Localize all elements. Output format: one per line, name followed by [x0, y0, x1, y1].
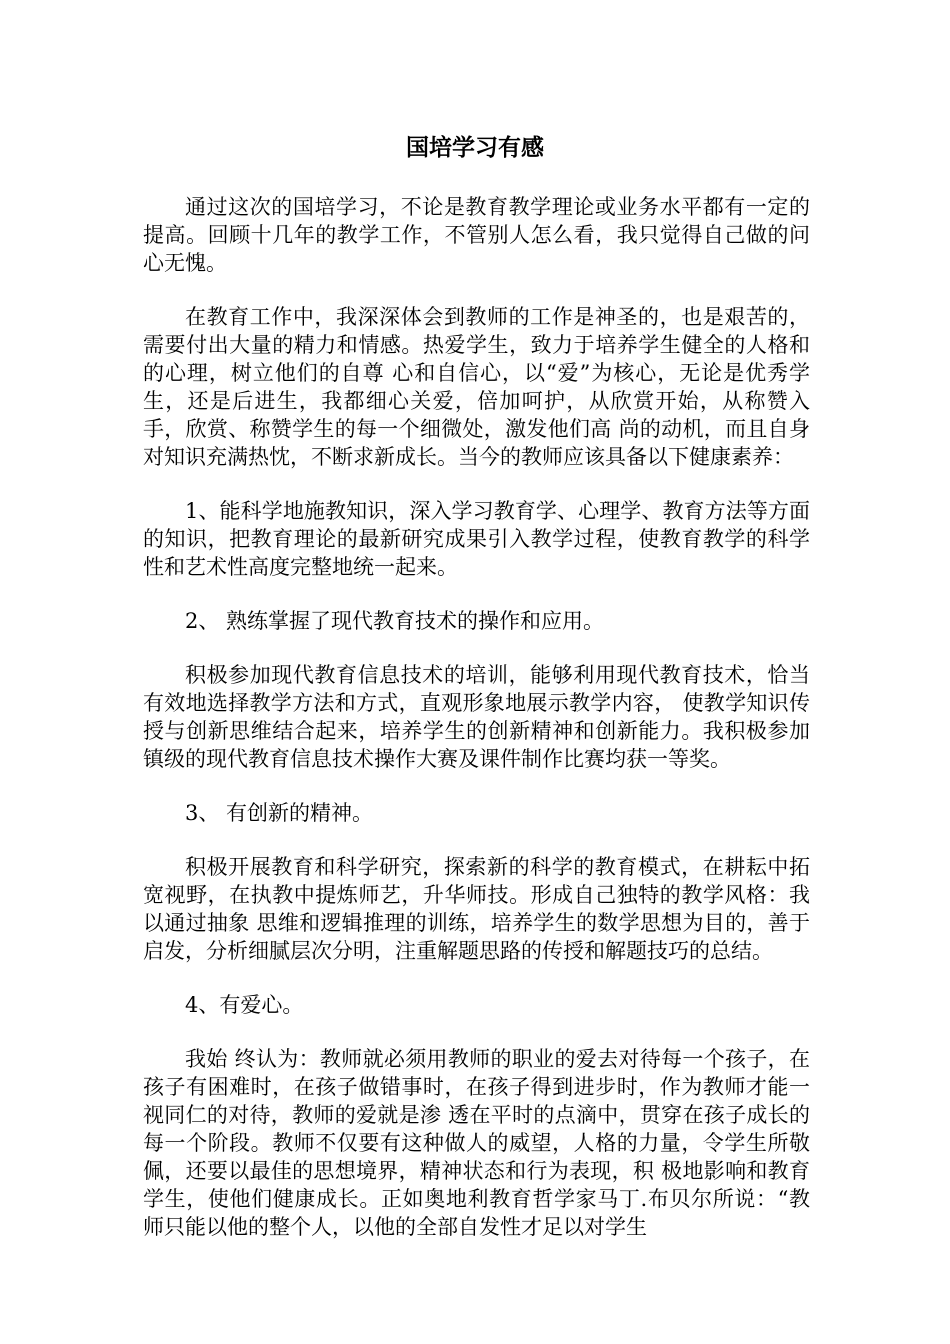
paragraph: 我始 终认为：教师就必须用教师的职业的爱去对待每一个孩子，在孩子有困难时，在孩子做错事时，在孩子得到进步时，作为教师才能一视同仁的对待，教师的爱就是渗 透在平时的点滴中，贯穿在孩子成长的每一个阶段。教师不仅要有这种做人的威望，人格的力量，令学生所敬佩，还要以最佳的思想境界，精神状态和行为表现，积 极地影响和教育学生，使他们健康成长。正如奥地利教育哲学家马丁.布贝尔所说：“教师只能以他的整个人，以他的全部自发性才足以对学生: [143, 1047, 810, 1239]
paragraph: 积极开展教育和科学研究，探索新的科学的教育模式，在耕耘中拓宽视野，在执教中提炼师艺，升华师技。形成自己独特的教学风格：我以通过抽象 思维和逻辑推理的训练，培养学生的数学思想为目的，善于启发，分析细腻层次分明，注重解题思路的传授和解题技巧的总结。: [143, 855, 810, 963]
list-heading: 3、 有创新的精神。: [185, 801, 374, 825]
paragraph: 在教育工作中，我深深体会到教师的工作是神圣的，也是艰苦的，需要付出大量的精力和情感。热爱学生，致力于培养学生健全的人格和的心理，树立他们的自尊 心和自信心，以“爱”为核心，无论是优秀学生，还是后进生，我都细心关爱，倍加呵护，从欣赏开始，从称赞入手，欣赏、称赞学生的每一个细微处，激发他们高 尚的动机，而且自身对知识充满热忱，不断求新成长。当今的教师应该具备以下健康素养：: [143, 305, 810, 469]
paragraph: 通过这次的国培学习，不论是教育教学理论或业务水平都有一定的提高。回顾十几年的教学工作，不管别人怎么看，我只觉得自己做的问心无愧。: [143, 195, 810, 275]
document-body: [143, 193, 810, 1267]
paragraph: 1、能科学地施教知识，深入学习教育学、心理学、教育方法等方面的知识，把教育理论的最新研究成果引入教学过程，使教育教学的科学性和艺术性高度完整地统一起来。: [143, 499, 810, 579]
document-title: 国培学习有感: [406, 134, 544, 161]
list-heading: 4、有爱心。: [185, 993, 304, 1017]
paragraph: 积极参加现代教育信息技术的培训，能够利用现代教育技术，恰当有效地选择教学方法和方式，直观形象地展示教学内容， 使教学知识传授与创新思维结合起来，培养学生的创新精神和创新能力。我积极参加镇级的现代教育信息技术操作大赛及课件制作比赛均获一等奖。: [143, 663, 810, 771]
list-heading: 2、 熟练掌握了现代教育技术的操作和应用。: [185, 609, 605, 633]
